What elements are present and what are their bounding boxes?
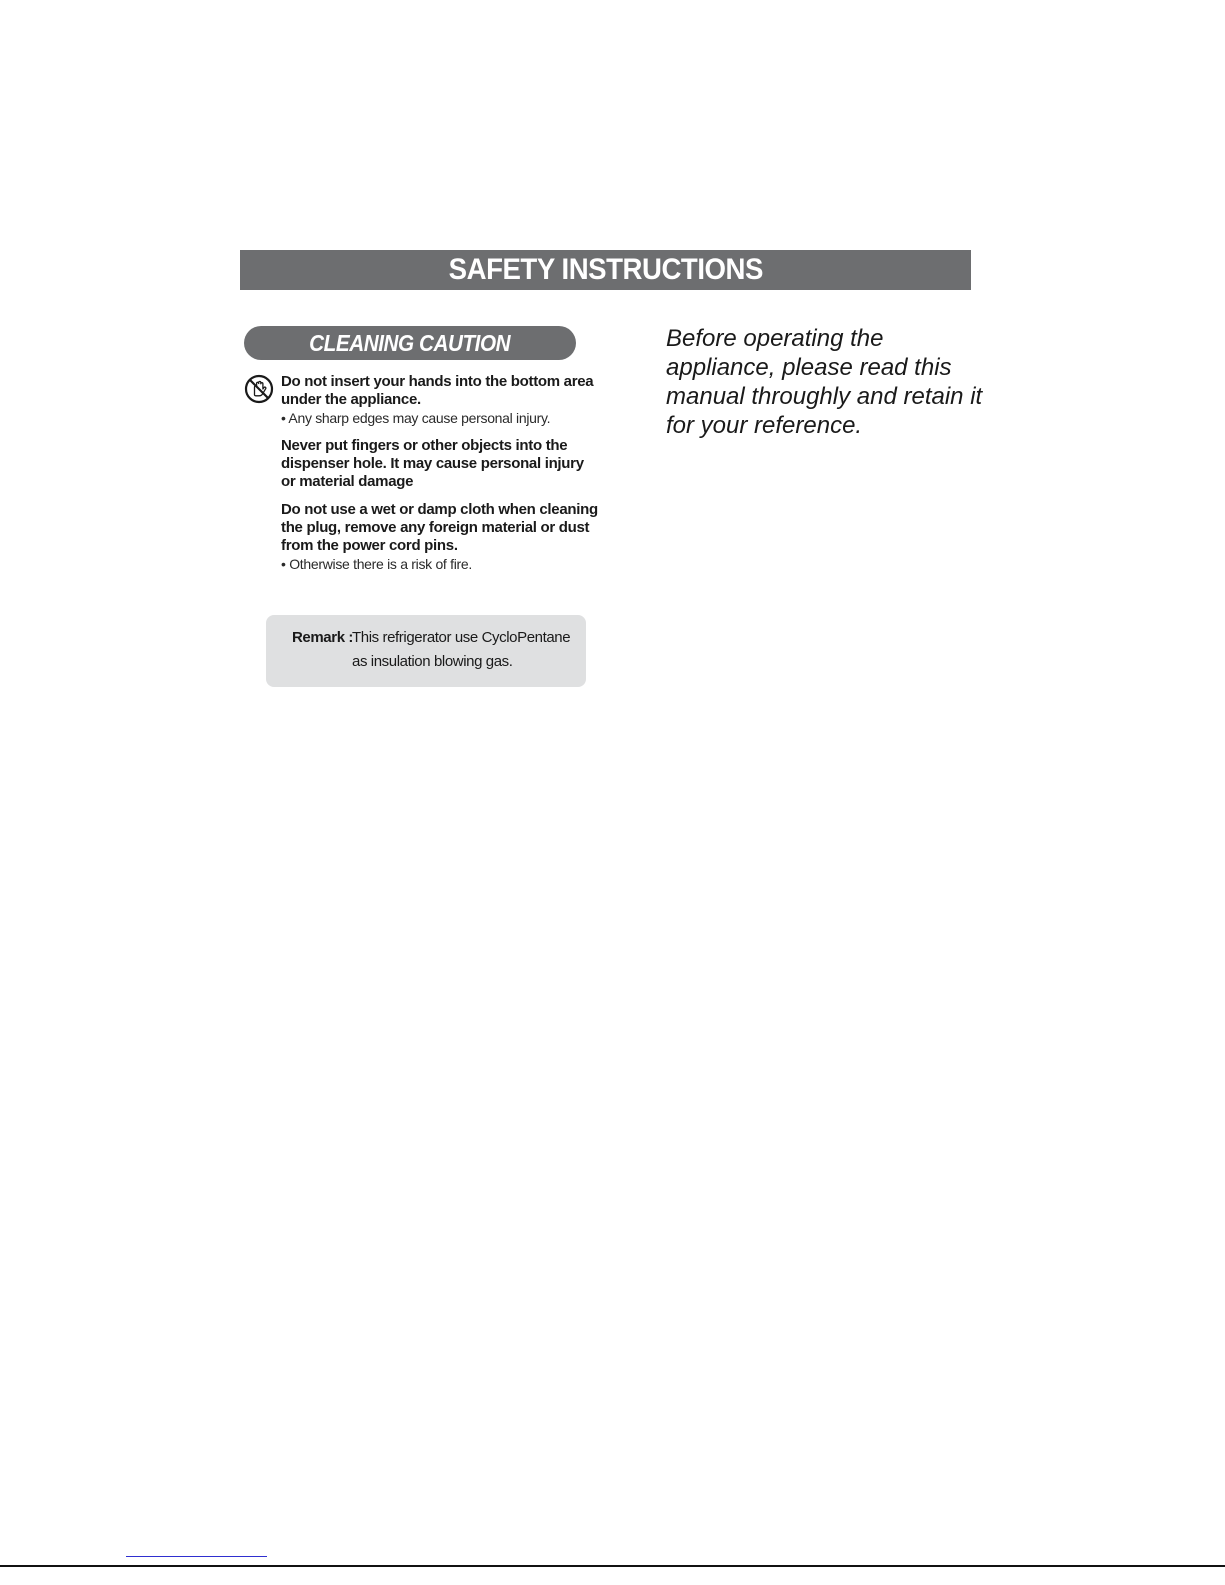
footer-link-underline	[126, 1556, 267, 1557]
instruction-list	[281, 373, 601, 583]
no-hand-icon	[244, 374, 274, 404]
remark-label: Remark :	[292, 629, 353, 646]
instruction-item	[281, 373, 601, 427]
instruction-text: Never put fingers or other objects into the dispenser hole. It may cause personal injury or material damage	[281, 437, 584, 490]
remark-box	[266, 615, 586, 687]
remark-text-line2: as insulation blowing gas.	[352, 653, 513, 670]
remark-text-line1: This refrigerator use CycloPentane	[352, 629, 571, 646]
section-title: CLEANING CAUTION	[309, 329, 511, 356]
header-bar	[240, 250, 971, 290]
instruction-item	[281, 437, 601, 491]
instruction-text: Do not use a wet or damp cloth when cleaning the plug, remove any foreign material or dust from the power cord pins.	[281, 501, 598, 554]
instruction-note: • Otherwise there is a risk of fire.	[281, 556, 472, 572]
instruction-note: • Any sharp edges may cause personal injury.	[281, 410, 551, 426]
instruction-text: Do not insert your hands into the bottom area under the appliance.	[281, 373, 594, 408]
section-heading	[244, 326, 576, 360]
instruction-item	[281, 501, 601, 573]
page-title: SAFETY INSTRUCTIONS	[448, 253, 763, 286]
intro-text: Before operating the appliance, please read this manual throughly and retain it for your reference.	[666, 325, 983, 439]
footer-divider	[0, 1565, 1225, 1567]
